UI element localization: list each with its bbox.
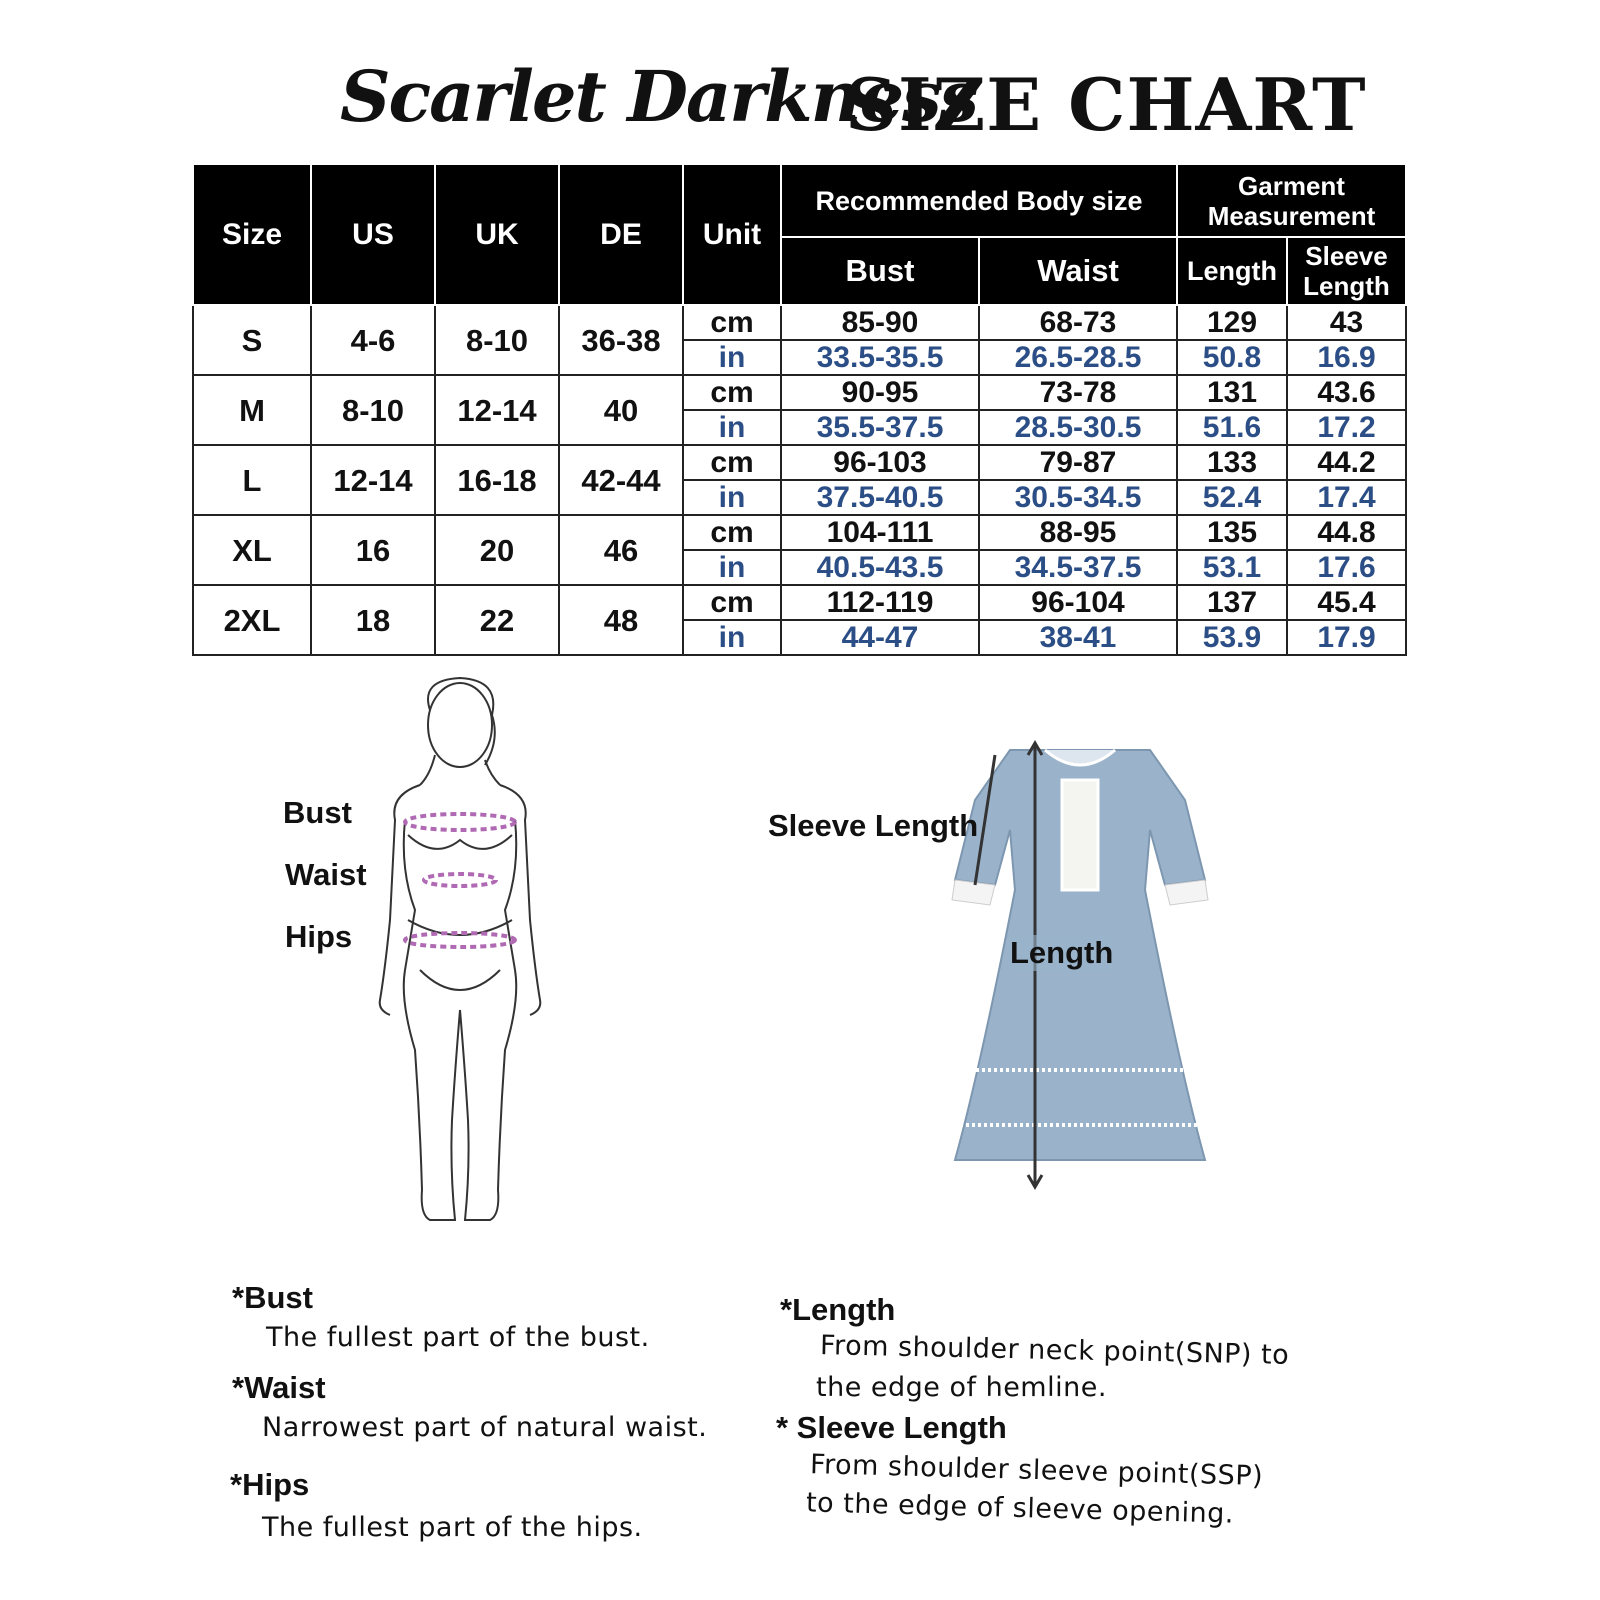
note-hips-heading: *Hips xyxy=(230,1467,310,1502)
cell-size: XL xyxy=(193,515,311,585)
cell-de: 40 xyxy=(559,375,683,445)
note-bust-heading: *Bust xyxy=(232,1280,313,1315)
cell-us: 4-6 xyxy=(311,305,435,375)
cell-us: 18 xyxy=(311,585,435,655)
cell-bust: 85-90 xyxy=(781,305,979,340)
cell-length: 52.4 xyxy=(1177,480,1287,515)
cell-length: 50.8 xyxy=(1177,340,1287,375)
cell-bust: 37.5-40.5 xyxy=(781,480,979,515)
note-bust-text: The fullest part of the bust. xyxy=(266,1322,650,1353)
note-waist-heading: *Waist xyxy=(232,1370,326,1405)
cell-length: 51.6 xyxy=(1177,410,1287,445)
cell-length: 53.9 xyxy=(1177,620,1287,655)
cell-unit: cm xyxy=(683,445,781,480)
cell-de: 46 xyxy=(559,515,683,585)
body-label-bust: Bust xyxy=(283,795,352,830)
header-unit: Unit xyxy=(683,165,781,305)
cell-unit: cm xyxy=(683,305,781,340)
cell-bust: 112-119 xyxy=(781,585,979,620)
cell-waist: 68-73 xyxy=(979,305,1177,340)
brand-logo: Scarlet Darkness xyxy=(340,55,977,138)
cell-waist: 73-78 xyxy=(979,375,1177,410)
cell-de: 48 xyxy=(559,585,683,655)
note-sleeve-line1: From shoulder sleeve point(SSP) xyxy=(809,1449,1264,1492)
cell-waist: 34.5-37.5 xyxy=(979,550,1177,585)
cell-waist: 26.5-28.5 xyxy=(979,340,1177,375)
header-size: Size xyxy=(193,165,311,305)
cell-uk: 12-14 xyxy=(435,375,559,445)
cell-length: 135 xyxy=(1177,515,1287,550)
cell-bust: 44-47 xyxy=(781,620,979,655)
cell-unit: cm xyxy=(683,585,781,620)
cell-waist: 88-95 xyxy=(979,515,1177,550)
cell-bust: 90-95 xyxy=(781,375,979,410)
header-uk: UK xyxy=(435,165,559,305)
body-figure xyxy=(360,670,560,1250)
header-waist: Waist xyxy=(979,237,1177,305)
cell-size: 2XL xyxy=(193,585,311,655)
table-row xyxy=(193,585,1406,620)
cell-waist: 96-104 xyxy=(979,585,1177,620)
header-garment: Garment Measurement xyxy=(1177,165,1406,237)
note-length-heading: *Length xyxy=(780,1292,896,1327)
cell-unit: in xyxy=(683,550,781,585)
body-label-hips: Hips xyxy=(285,919,353,954)
cell-unit: in xyxy=(683,480,781,515)
cell-unit: cm xyxy=(683,515,781,550)
cell-length: 53.1 xyxy=(1177,550,1287,585)
cell-waist: 30.5-34.5 xyxy=(979,480,1177,515)
cell-bust: 33.5-35.5 xyxy=(781,340,979,375)
cell-waist: 28.5-30.5 xyxy=(979,410,1177,445)
size-table xyxy=(192,165,1407,656)
cell-de: 42-44 xyxy=(559,445,683,515)
cell-waist: 79-87 xyxy=(979,445,1177,480)
header-us: US xyxy=(311,165,435,305)
header-length: Length xyxy=(1177,237,1287,305)
cell-size: M xyxy=(193,375,311,445)
cell-sleeve-length: 45.4 xyxy=(1287,585,1406,620)
cell-length: 137 xyxy=(1177,585,1287,620)
cell-unit: in xyxy=(683,620,781,655)
cell-uk: 20 xyxy=(435,515,559,585)
header-de: DE xyxy=(559,165,683,305)
cell-unit: in xyxy=(683,410,781,445)
cell-sleeve-length: 17.6 xyxy=(1287,550,1406,585)
cell-length: 129 xyxy=(1177,305,1287,340)
header-body-size: Recommended Body size xyxy=(781,165,1177,237)
cell-uk: 16-18 xyxy=(435,445,559,515)
table-row xyxy=(193,515,1406,550)
cell-us: 8-10 xyxy=(311,375,435,445)
body-label-waist: Waist xyxy=(285,857,367,892)
cell-sleeve-length: 17.4 xyxy=(1287,480,1406,515)
note-length-line2: the edge of hemline. xyxy=(816,1372,1107,1403)
cell-size: S xyxy=(193,305,311,375)
cell-sleeve-length: 44.2 xyxy=(1287,445,1406,480)
note-length-line1: From shoulder neck point(SNP) to xyxy=(819,1330,1290,1371)
header-bust: Bust xyxy=(781,237,979,305)
dress-label-length: Length xyxy=(1010,935,1114,970)
cell-us: 16 xyxy=(311,515,435,585)
cell-length: 133 xyxy=(1177,445,1287,480)
header-sleeve-length: Sleeve Length xyxy=(1287,237,1406,305)
note-waist-text: Narrowest part of natural waist. xyxy=(262,1412,708,1443)
cell-us: 12-14 xyxy=(311,445,435,515)
note-sleeve-heading: * Sleeve Length xyxy=(776,1410,1007,1445)
cell-sleeve-length: 17.9 xyxy=(1287,620,1406,655)
cell-unit: cm xyxy=(683,375,781,410)
note-hips-text: The fullest part of the hips. xyxy=(262,1512,643,1543)
cell-bust: 96-103 xyxy=(781,445,979,480)
cell-sleeve-length: 43.6 xyxy=(1287,375,1406,410)
cell-uk: 22 xyxy=(435,585,559,655)
cell-bust: 104-111 xyxy=(781,515,979,550)
cell-bust: 35.5-37.5 xyxy=(781,410,979,445)
body-outline-icon xyxy=(360,670,560,1250)
table-row xyxy=(193,445,1406,480)
cell-sleeve-length: 43 xyxy=(1287,305,1406,340)
note-sleeve-line2: to the edge of sleeve opening. xyxy=(805,1487,1235,1530)
page-title: SIZE CHART xyxy=(845,62,1367,147)
cell-length: 131 xyxy=(1177,375,1287,410)
cell-uk: 8-10 xyxy=(435,305,559,375)
dress-label-sleeve-length: Sleeve Length xyxy=(768,808,979,843)
table-row xyxy=(193,305,1406,340)
cell-de: 36-38 xyxy=(559,305,683,375)
cell-sleeve-length: 17.2 xyxy=(1287,410,1406,445)
cell-unit: in xyxy=(683,340,781,375)
cell-sleeve-length: 16.9 xyxy=(1287,340,1406,375)
cell-bust: 40.5-43.5 xyxy=(781,550,979,585)
table-row xyxy=(193,375,1406,410)
cell-size: L xyxy=(193,445,311,515)
cell-sleeve-length: 44.8 xyxy=(1287,515,1406,550)
cell-waist: 38-41 xyxy=(979,620,1177,655)
